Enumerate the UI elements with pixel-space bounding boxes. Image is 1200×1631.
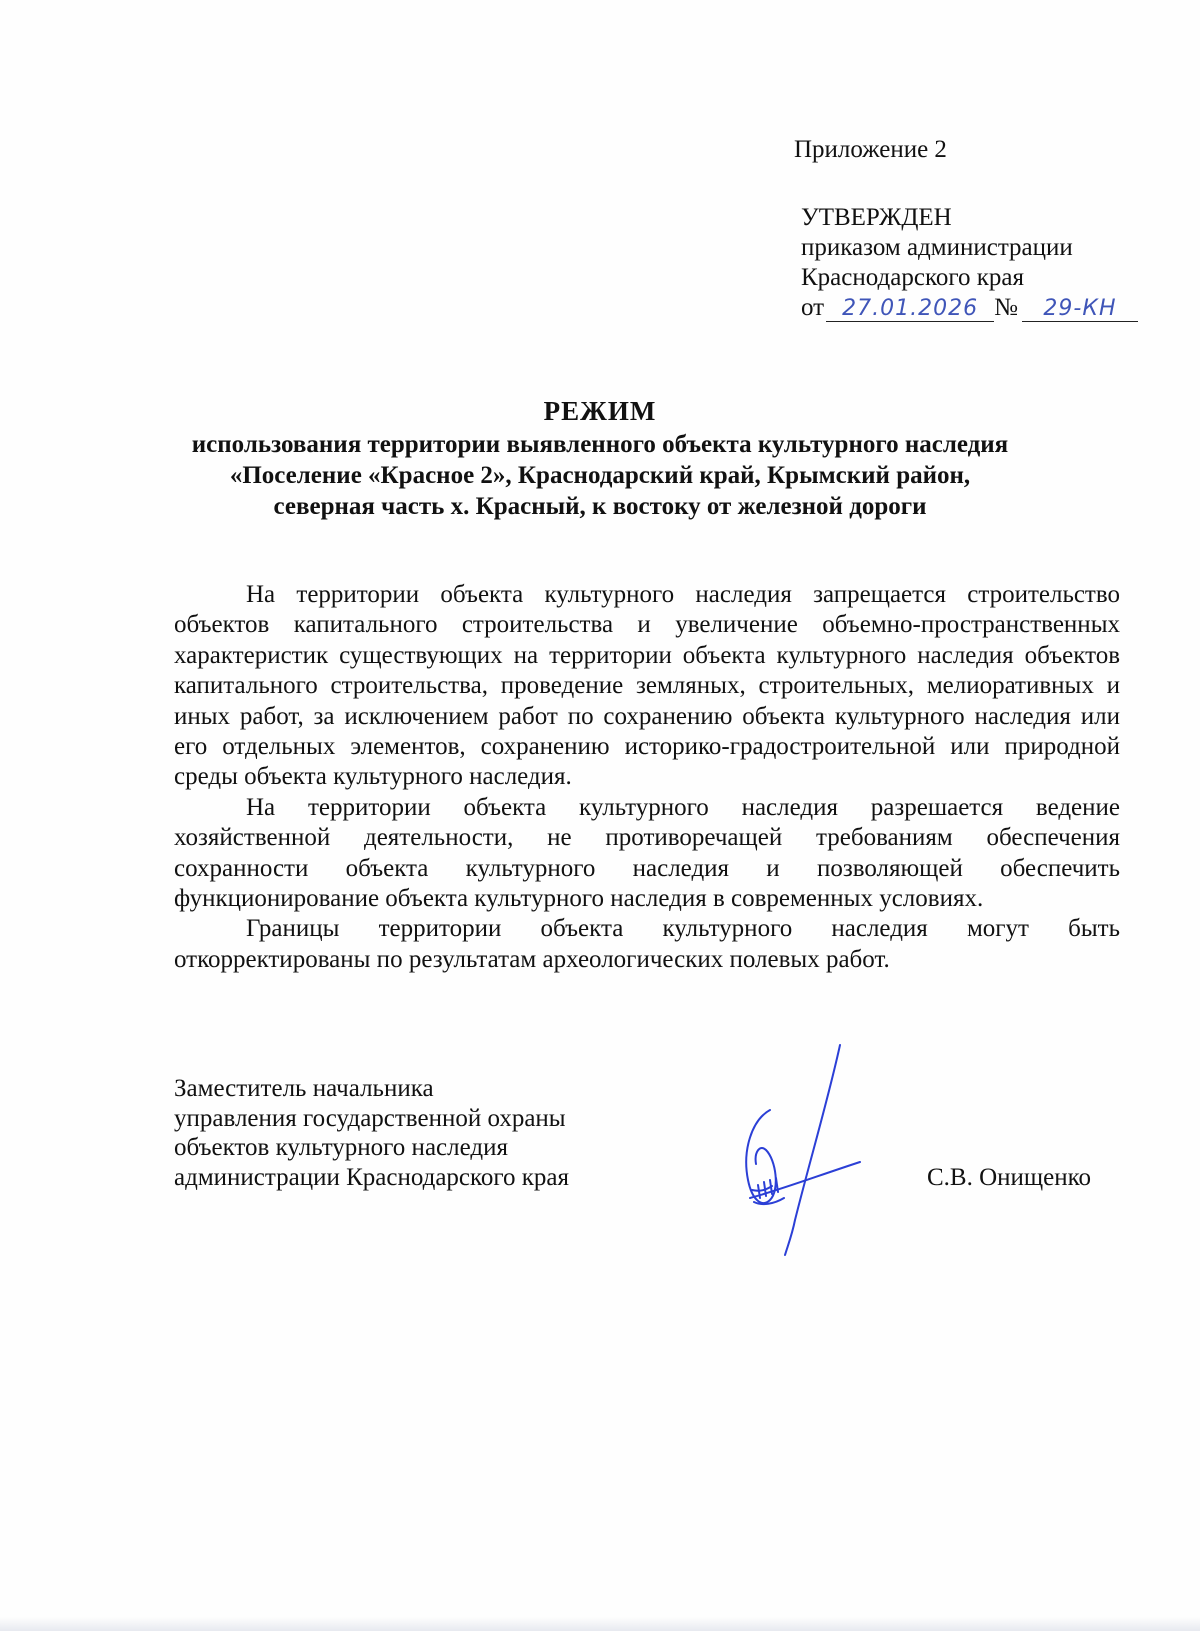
approval-stamp: УТВЕРЖДЕН (801, 204, 952, 231)
body-paragraph-3: Границы территории объекта культурного наследия могут быть откорректированы по результатам археологических полевых работ. (174, 915, 1120, 973)
signer-name: С.В. Онищенко (927, 1164, 1092, 1191)
document-title (150, 396, 1050, 522)
signer-position-line-3: объектов культурного наследия (174, 1134, 508, 1161)
approval-line-1: приказом администрации (801, 234, 1073, 261)
title-main: РЕЖИМ (543, 396, 657, 426)
body-paragraph-2: На территории объекта культурного наследия разрешается ведение хозяйственной деятельности, не противоречащей требованиям обеспечения сохранности объекта культурного наследия и позволяющей обеспечить функционирование объекта культурного наследия в современных условиях. (174, 793, 1120, 913)
handwritten-date: 27.01.2026 (826, 297, 994, 322)
handwritten-signature (740, 1040, 890, 1260)
signer-position (174, 1074, 569, 1192)
title-line-2: «Поселение «Красное 2», Краснодарский край, Крымский район, (229, 462, 971, 489)
scan-edge (0, 1617, 1200, 1631)
title-line-1: использования территории выявленного объекта культурного наследия (191, 431, 1009, 458)
signer-position-line-1: Заместитель начальника (174, 1075, 434, 1102)
body-paragraph-1: На территории объекта культурного наследия запрещается строительство объектов капитального строительства и увеличение объемно-пространственных характеристик существующих на территории объекта культурного наследия объектов капитального строительства, проведение земляных, строительных, мелиоративных и иных работ, за исключением работ по сохранению объекта культурного наследия или его отдельных элементов, сохранению историко-градостроительной или природной среды объекта культурного наследия. (174, 581, 1120, 791)
number-prefix: № (994, 294, 1018, 321)
signer-position-line-2: управления государственной охраны (174, 1104, 566, 1132)
appendix-label: Приложение 2 (794, 136, 947, 163)
signer-position-line-4: администрации Краснодарского края (174, 1163, 570, 1191)
approval-block (801, 203, 1138, 323)
approval-date-number-line (801, 293, 1138, 323)
document-body (174, 580, 1120, 975)
title-line-3: северная часть х. Красный, к востоку от железной дороги (273, 493, 927, 520)
handwritten-number: 29-КН (1022, 297, 1138, 322)
date-prefix: от (801, 294, 825, 321)
approval-line-2: Краснодарского края (801, 264, 1024, 291)
